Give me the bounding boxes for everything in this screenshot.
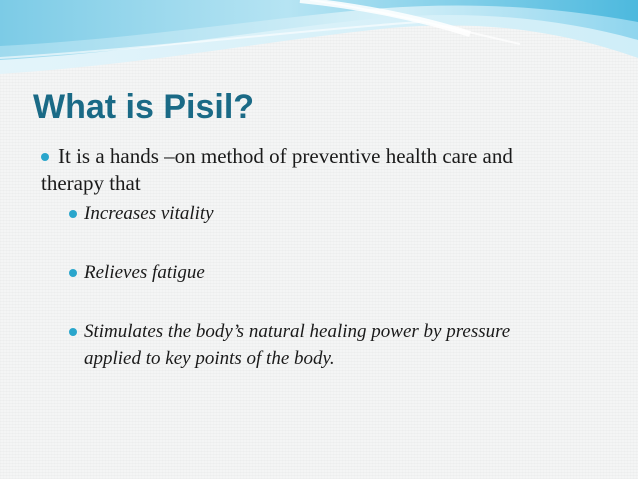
sub-point-relieves-fatigue: Relieves fatigue <box>84 262 205 283</box>
sub-bullet-icon <box>69 210 77 218</box>
sub-point-stimulates-line-1: Stimulates the body’s natural healing power by pressure <box>84 321 511 342</box>
bullet-icon <box>41 153 49 161</box>
slide-title: What is Pisil? <box>33 88 255 126</box>
sub-bullet-icon <box>69 269 77 277</box>
main-point-line-2: therapy that <box>41 171 141 195</box>
sub-point-increases-vitality: Increases vitality <box>84 203 214 224</box>
main-point-line-1: It is a hands –on method of preventive health care and <box>58 144 513 168</box>
sub-point-stimulates-line-2: applied to key points of the body. <box>84 348 335 369</box>
sub-bullet-icon <box>69 328 77 336</box>
